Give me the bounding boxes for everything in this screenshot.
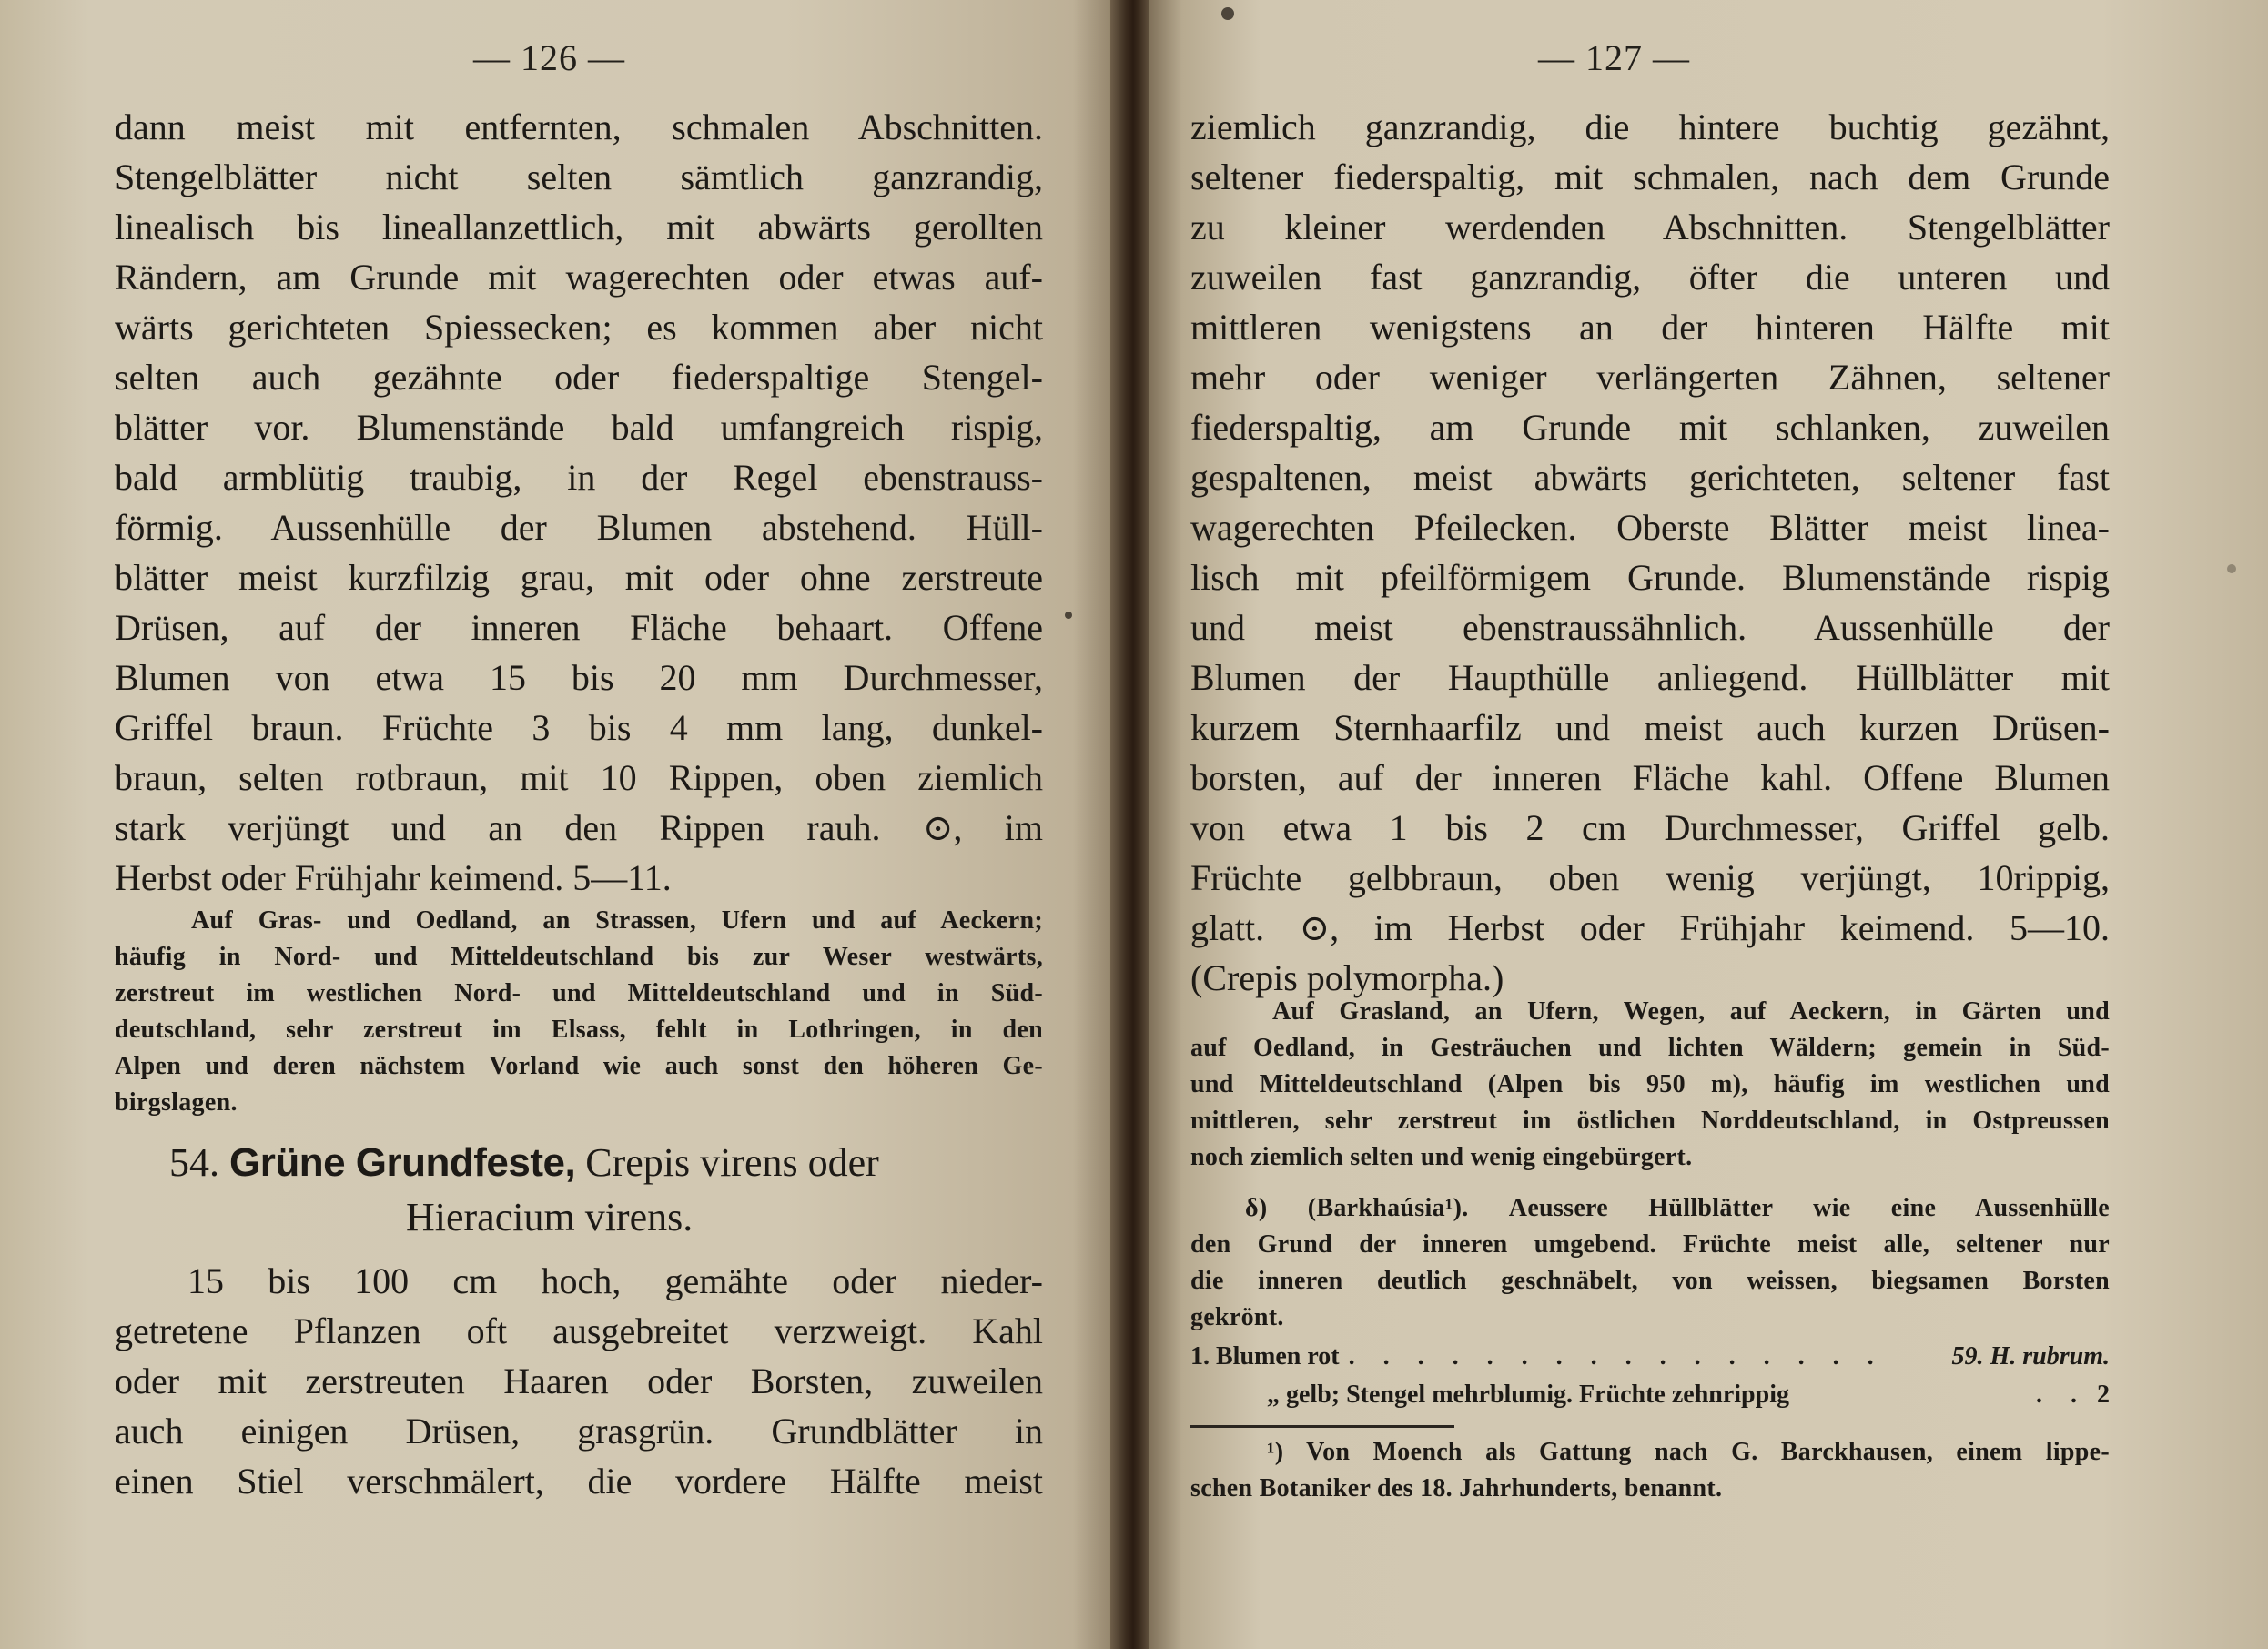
species-heading bbox=[115, 1136, 1043, 1245]
text-line: Herbst oder Frühjahr keimend. 5—11. bbox=[115, 857, 672, 898]
text-line: kurzem Sternhaarfilz und meist auch kurzen Drüsen- bbox=[1190, 707, 2110, 748]
footnote-divider bbox=[1190, 1425, 1454, 1428]
habitat-line: noch ziemlich selten und wenig eingebürgert. bbox=[1190, 1143, 1693, 1171]
species-latin-name: Crepis virens oder bbox=[585, 1140, 879, 1185]
left-main-text bbox=[115, 102, 1043, 903]
footnote bbox=[1190, 1434, 2110, 1507]
key-row bbox=[1190, 1338, 2110, 1376]
page-number-right: — 127 — bbox=[1538, 37, 1690, 78]
text-line: oder mit zerstreuten Haaren oder Borsten, zuweilen bbox=[115, 1361, 1043, 1401]
right-main-text bbox=[1190, 102, 2110, 1003]
text-line: Rändern, am Grunde mit wagerechten oder etwas auf- bbox=[115, 257, 1043, 298]
species-number: 54. bbox=[169, 1140, 219, 1185]
text-line: blätter vor. Blumenstände bald umfangreich rispig, bbox=[115, 407, 1043, 448]
key-leader-dots: . . bbox=[2036, 1381, 2088, 1409]
habitat-line: auf Oedland, in Gesträuchen und lichten Wäldern; gemein in Süd- bbox=[1190, 1034, 2110, 1062]
text-line: borsten, auf der inneren Fläche kahl. Offene Blumen bbox=[1190, 757, 2110, 798]
text-line: ziemlich ganzrandig, die hintere buchtig gezähnt, bbox=[1190, 106, 2110, 147]
right-habitat-note bbox=[1190, 994, 2110, 1176]
footnote-line: ¹) Von Moench als Gattung nach G. Barckhausen, einem lippe- bbox=[1267, 1438, 2110, 1466]
text-line: Drüsen, auf der inneren Fläche behaart. Offene bbox=[115, 607, 1043, 648]
text-line: wagerechten Pfeilecken. Oberste Blätter meist linea- bbox=[1190, 507, 2110, 548]
habitat-line: Auf Gras- und Oedland, an Strassen, Ufern und auf Aeckern; bbox=[191, 906, 1043, 935]
text-line: blätter meist kurzfilzig grau, mit oder ohne zerstreute bbox=[115, 557, 1043, 598]
key-reference: 2 bbox=[2097, 1381, 2110, 1409]
habitat-line: mittleren, sehr zerstreut im östlichen Norddeutschland, in Ostpreussen bbox=[1190, 1107, 2110, 1135]
key-intro-line: δ) (Barkhaúsia¹). Aeussere Hüllblätter wie eine Aussenhülle bbox=[1245, 1194, 2110, 1222]
text-line: Blumen von etwa 15 bis 20 mm Durchmesser, bbox=[115, 657, 1043, 698]
text-line: glatt. ⊙, im Herbst oder Frühjahr keimend. 5—10. bbox=[1190, 907, 2110, 948]
text-line: Stengelblätter nicht selten sämtlich ganzrandig, bbox=[115, 157, 1043, 197]
text-line: zu kleiner werdenden Abschnitten. Stengelblätter bbox=[1190, 207, 2110, 248]
habitat-line: und Mitteldeutschland (Alpen bis 950 m), häufig im westlichen und bbox=[1190, 1070, 2110, 1098]
key-lead: 1. Blumen rot bbox=[1190, 1342, 1340, 1371]
text-line: getretene Pflanzen oft ausgebreitet verzweigt. Kahl bbox=[115, 1310, 1043, 1351]
text-line: linealisch bis lineallanzettlich, mit abwärts gerollten bbox=[115, 207, 1043, 248]
text-line: förmig. Aussenhülle der Blumen abstehend. Hüll- bbox=[115, 507, 1043, 548]
text-line: seltener fiederspaltig, mit schmalen, nach dem Grunde bbox=[1190, 157, 2110, 197]
species-synonym: Hieracium virens. bbox=[406, 1195, 694, 1239]
text-line: Früchte gelbbraun, oben wenig verjüngt, 10rippig, bbox=[1190, 857, 2110, 898]
text-line: wärts gerichteten Spiessecken; es kommen aber nicht bbox=[115, 307, 1043, 348]
text-line: Griffel braun. Früchte 3 bis 4 mm lang, dunkel- bbox=[115, 707, 1043, 748]
text-line: von etwa 1 bis 2 cm Durchmesser, Griffel gelb. bbox=[1190, 807, 2110, 848]
habitat-line: zerstreut im westlichen Nord- und Mitteldeutschland und in Süd- bbox=[115, 979, 1043, 1007]
habitat-line: birgslagen. bbox=[115, 1088, 238, 1117]
text-line: fiederspaltig, am Grunde mit schlanken, zuweilen bbox=[1190, 407, 2110, 448]
text-line: einen Stiel verschmälert, die vordere Hälfte meist bbox=[115, 1461, 1043, 1502]
left-description-text bbox=[115, 1256, 1043, 1506]
text-line: gespaltenen, meist abwärts gerichteten, seltener fast bbox=[1190, 457, 2110, 498]
text-line: mittleren wenigstens an der hinteren Hälfte mit bbox=[1190, 307, 2110, 348]
text-line: braun, selten rotbraun, mit 10 Rippen, oben ziemlich bbox=[115, 757, 1043, 798]
key-row bbox=[1190, 1376, 2110, 1414]
habitat-line: häufig in Nord- und Mitteldeutschland bis zur Weser westwärts, bbox=[115, 943, 1043, 971]
text-line: (Crepis polymorpha.) bbox=[1190, 957, 1504, 998]
ink-speck bbox=[1065, 612, 1072, 619]
text-line: selten auch gezähnte oder fiederspaltige Stengel- bbox=[115, 357, 1043, 398]
text-line: dann meist mit entfernten, schmalen Abschnitten. bbox=[115, 106, 1043, 147]
ink-speck bbox=[2227, 564, 2236, 573]
page-number-left: — 126 — bbox=[473, 37, 625, 78]
habitat-line: Alpen und deren nächstem Vorland wie auch sonst den höheren Ge- bbox=[115, 1052, 1043, 1080]
text-line: stark verjüngt und an den Rippen rauh. ⊙, im bbox=[115, 807, 1043, 848]
key-intro-line: gekrönt. bbox=[1190, 1303, 1284, 1331]
key-intro-line: den Grund der inneren umgebend. Früchte meist alle, seltener nur bbox=[1190, 1230, 2110, 1259]
text-line: Blumen der Haupthülle anliegend. Hüllblätter mit bbox=[1190, 657, 2110, 698]
key-intro-line: die inneren deutlich geschnäbelt, von weissen, biegsamen Borsten bbox=[1190, 1267, 2110, 1295]
key-leader-dots: . . . . . . . . . . . . . . . . bbox=[1348, 1342, 1885, 1371]
text-line: und meist ebenstraussähnlich. Aussenhülle der bbox=[1190, 607, 2110, 648]
text-line: mehr oder weniger verlängerten Zähnen, seltener bbox=[1190, 357, 2110, 398]
key-reference: 59. H. rubrum. bbox=[1951, 1342, 2110, 1371]
text-line: lisch mit pfeilförmigem Grunde. Blumenstände rispig bbox=[1190, 557, 2110, 598]
left-habitat-note bbox=[115, 903, 1043, 1121]
ink-speck bbox=[1221, 7, 1234, 20]
identification-key bbox=[1190, 1338, 2110, 1414]
key-intro bbox=[1190, 1190, 2110, 1336]
footnote-line: schen Botaniker des 18. Jahrhunderts, benannt. bbox=[1190, 1474, 1723, 1502]
text-line: auch einigen Drüsen, grasgrün. Grundblätter in bbox=[115, 1411, 1043, 1452]
text-line: zuweilen fast ganzrandig, öfter die unteren und bbox=[1190, 257, 2110, 298]
key-lead: „ gelb; Stengel mehrblumig. Früchte zehnrippig bbox=[1267, 1381, 1789, 1409]
habitat-line: Auf Grasland, an Ufern, Wegen, auf Aeckern, in Gärten und bbox=[1272, 997, 2110, 1026]
species-common-name: Grüne Grundfeste, bbox=[229, 1140, 576, 1185]
text-line: 15 bis 100 cm hoch, gemähte oder nieder- bbox=[187, 1260, 1043, 1301]
right-page bbox=[1149, 0, 2268, 1649]
text-line: bald armblütig traubig, in der Regel ebenstrauss- bbox=[115, 457, 1043, 498]
left-page bbox=[0, 0, 1118, 1649]
habitat-line: deutschland, sehr zerstreut im Elsass, fehlt in Lothringen, in den bbox=[115, 1016, 1043, 1044]
